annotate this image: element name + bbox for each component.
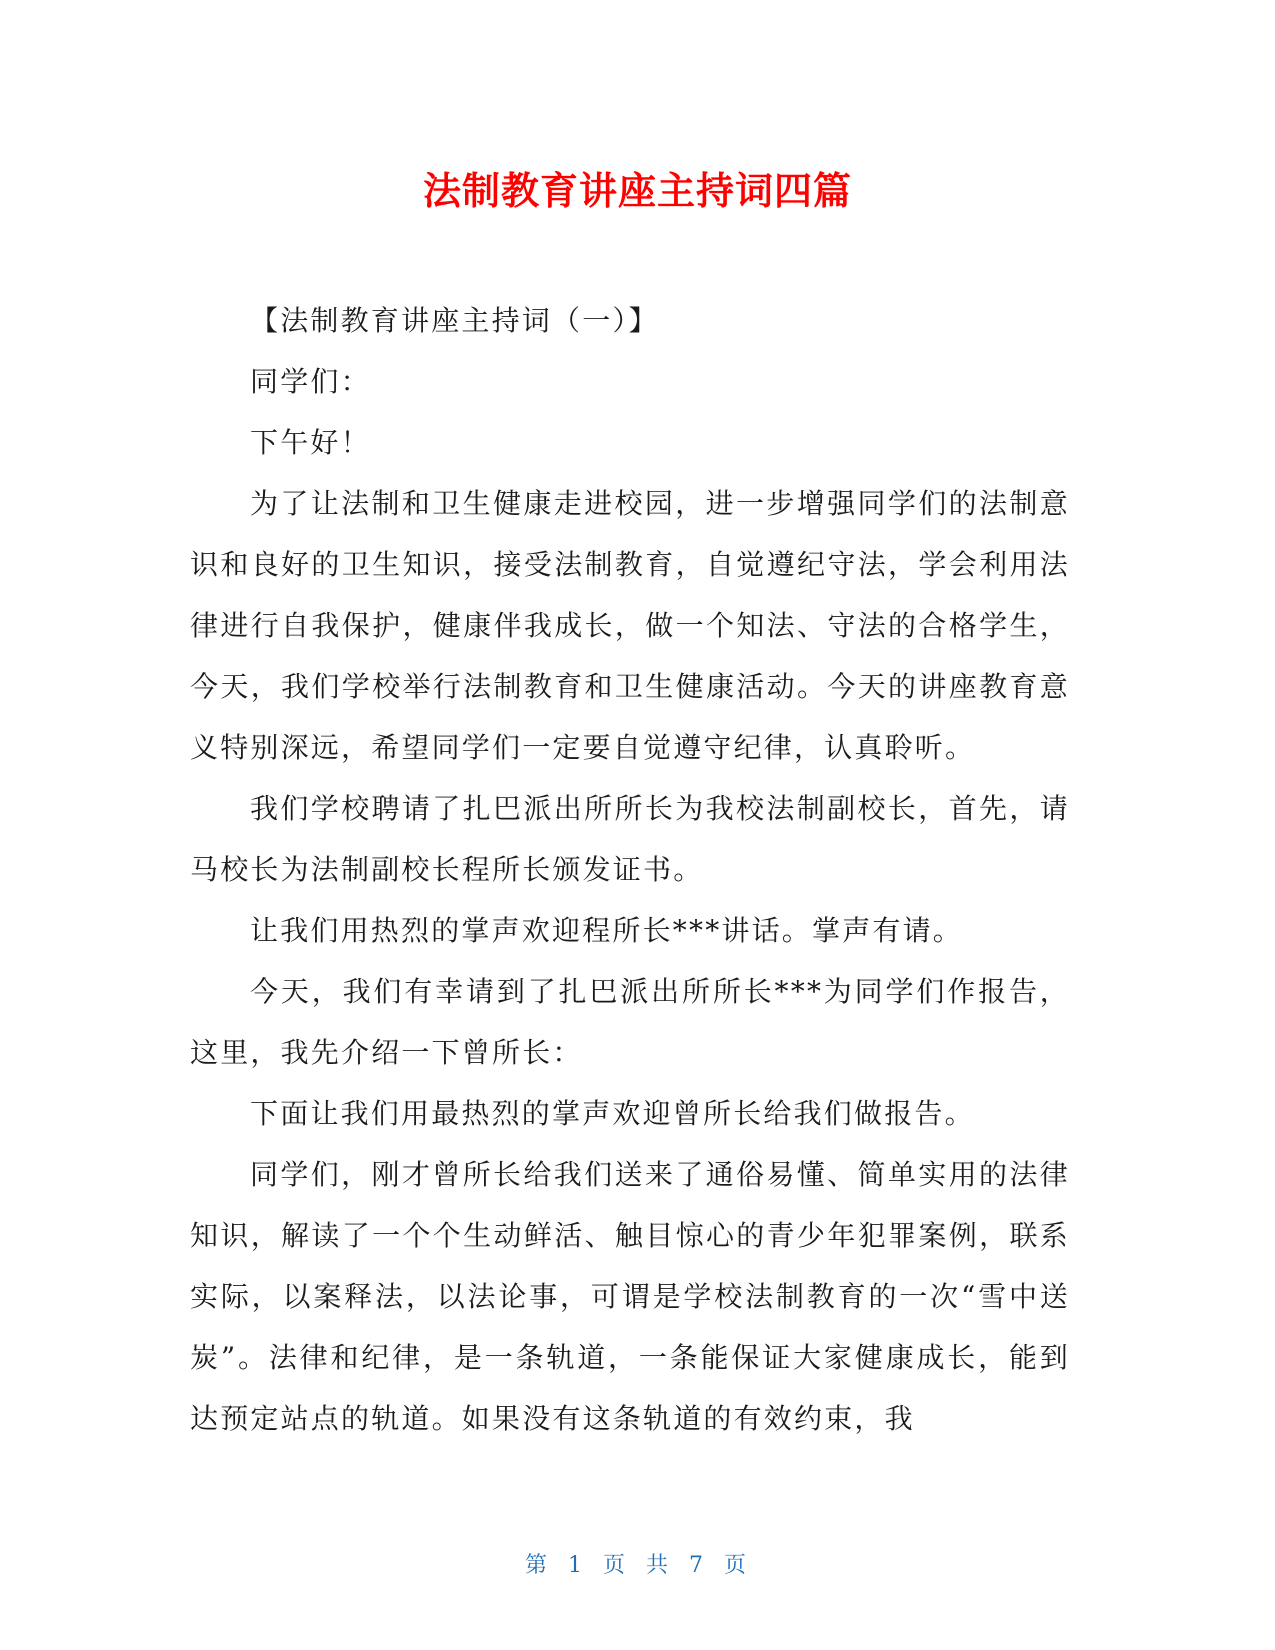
page-number-footer: 第 1 页 共 7 页 [525, 1553, 750, 1578]
document-body [190, 290, 1070, 1449]
paragraph: 我们学校聘请了扎巴派出所所长为我校法制副校长，首先，请马校长为法制副校长程所长颁发证书。 [190, 792, 1070, 886]
paragraph: 同学们，刚才曾所长给我们送来了通俗易懂、简单实用的法律知识，解读了一个个生动鲜活、触目惊心的青少年犯罪案例，联系实际，以案释法，以法论事，可谓是学校法制教育的一次“雪中送炭”。法律和纪律，是一条轨道，一条能保证大家健康成长，能到达预定站点的轨道。如果没有这条轨道的有效约束，我 [190, 1158, 1070, 1435]
section-heading: 【法制教育讲座主持词（一）】 [250, 304, 659, 337]
paragraph: 今天，我们有幸请到了扎巴派出所所长***为同学们作报告，这里，我先介绍一下曾所长： [190, 975, 1070, 1069]
document-title: 法制教育讲座主持词四篇 [422, 169, 852, 213]
greeting: 下午好！ [250, 426, 371, 459]
paragraph: 让我们用热烈的掌声欢迎程所长***讲话。掌声有请。 [250, 914, 964, 947]
paragraph: 为了让法制和卫生健康走进校园，进一步增强同学们的法制意识和良好的卫生知识，接受法制教育，自觉遵纪守法，学会利用法律进行自我保护，健康伴我成长，做一个知法、守法的合格学生，今天，我们学校举行法制教育和卫生健康活动。今天的讲座教育意义特别深远，希望同学们一定要自觉遵守纪律，认真聆听。 [190, 487, 1070, 764]
salutation: 同学们： [250, 365, 371, 398]
paragraph: 下面让我们用最热烈的掌声欢迎曾所长给我们做报告。 [250, 1097, 975, 1130]
